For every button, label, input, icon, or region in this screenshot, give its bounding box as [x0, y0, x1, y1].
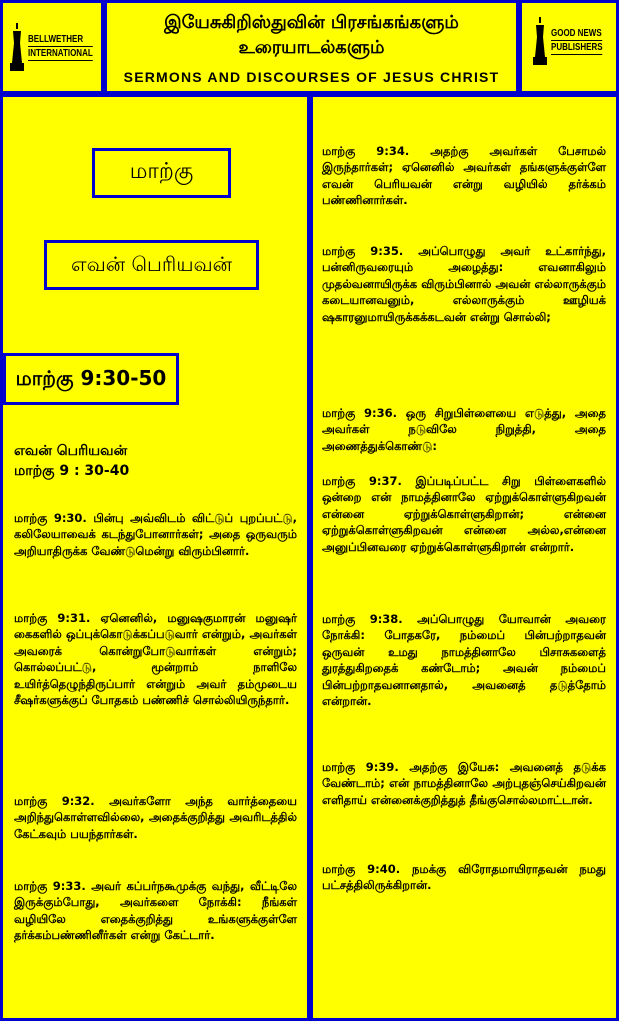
verse-9-31: மாற்கு 9:31. ஏனெனில், மனுஷகுமாரன் மனுஷர் கைகளில் ஒப்புக்கொடுக்கப்படுவார் என்றும், அவர்கள் அவரைக் கொன்றுபோடுவார்கள் என்றும்; கொல்லப்பட்டு, மூன்றாம் நாளிலே உயிர்த்தெழுந்திருப்பார் என்றும் அவர் தம்முடைய சீஷர்களுக்குப் போதகம் பண்ணிச் சொல்லியிருந்தார்.: [14, 611, 297, 708]
section-heading: [14, 441, 129, 481]
tower-icon: [9, 23, 25, 71]
logo-line-2: PUBLISHERS: [551, 42, 603, 53]
verse-9-30: மாற்கு 9:30. பின்பு அவ்விடம் விட்டுப் புறப்பட்டு, கலிலேயாவைக் கடந்துபோனார்கள்; அதை ஒருவரும் அறியாதிருக்க வேண்டுமென்று விரும்பினார்.: [14, 511, 297, 558]
verse-9-32: மாற்கு 9:32. அவர்களோ அந்த வார்த்தையை அறிந்துகொள்ளவில்லை, அதைக்குறித்து அவரிடத்தில் கேட்கவும் பயந்தார்கள்.: [14, 794, 297, 841]
heading-line-2: மாற்கு 9 : 30-40: [14, 463, 130, 479]
verse-9-34: மாற்கு 9:34. அதற்கு அவர்கள் பேசாமல் இருந்தார்கள்; ஏனெனில் அவர்கள் தங்களுக்குள்ளே எவன் பெரியவன் என்று வழியில் தர்க்கம் பண்ணினார்கள்.: [322, 144, 606, 208]
topic-title-box: எவன் பெரியவன்: [44, 240, 259, 290]
verse-9-38: மாற்கு 9:38. அப்பொழுது யோவான் அவரை நோக்கி: போதகரே, நம்மைப் பின்பற்றாதவன் ஒருவன் உமது நாமத்தினாலே பிசாசுகளைத் துரத்துகிறதைக் கண்டோம்; அவன் நம்மைப் பின்பற்றாதவனானதால், அவனைத் தடுத்தோம் என்றான்.: [322, 612, 606, 709]
title-tamil-line-1: இயேசுகிறிஸ்துவின் பிரசங்கங்களும்: [164, 12, 459, 33]
verse-9-40: மாற்கு 9:40. நமக்கு விரோதமாயிராதவன் நமது பட்சத்திலிருக்கிறான்.: [322, 862, 606, 893]
reference-box: மாற்கு 9:30-50: [3, 353, 179, 405]
verse-9-35: மாற்கு 9:35. அப்பொழுது அவர் உட்கார்ந்து, பன்னிருவரையும் அழைத்து: எவனாகிலும் முதல்வனாயிருக்க விரும்பினால் அவன் எல்லாருக்கும் கடையானவனும், எல்லாருக்கும் ஊழியக் ஷகாரனுமாயிருக்கக்கடவன் என்று சொல்லி;: [322, 244, 606, 324]
book-title-box: மாற்கு: [92, 148, 231, 198]
verse-9-39: மாற்கு 9:39. அதற்கு இயேசு: அவனைத் தடுக்க வேண்டாம்; என் நாமத்தினாலே அற்புதஞ்செய்கிறவன் எளிதாய் என்னைக்குறித்துத் தீங்குசொல்லமாட்டான்.: [322, 760, 606, 807]
verse-9-36: மாற்கு 9:36. ஒரு சிறுபிள்ளையை எடுத்து, அதை அவர்கள் நடுவிலே நிறுத்தி, அதை அணைத்துக்கொண்டு:: [322, 406, 606, 453]
logo-line-2: INTERNATIONAL: [28, 48, 93, 59]
logo-line-1: BELLWETHER: [28, 33, 93, 47]
heading-line-1: எவன் பெரியவன்: [14, 443, 128, 459]
verse-9-33: மாற்கு 9:33. அவர் கப்பர்நகூமுக்கு வந்து, வீட்டிலே இருக்கும்போது, அவர்களை நோக்கி: நீங்கள் வழியிலே எதைக்குறித்து உங்களுக்குள்ளே தர்க்கம்பண்ணினீர்கள் என்று கேட்டார்.: [14, 879, 297, 943]
header-right-logo-panel: [519, 0, 619, 94]
header-left-logo-panel: [0, 0, 104, 94]
title-tamil-line-2: உரையாடல்களும்: [238, 37, 385, 58]
bellwether-logo: [9, 23, 109, 71]
title-english: SERMONS AND DISCOURSES OF JESUS CHRIST: [123, 69, 500, 85]
tower-icon: [532, 17, 548, 65]
good-news-logo: [532, 17, 615, 65]
verse-9-37: மாற்கு 9:37. இப்படிப்பட்ட சிறு பிள்ளைகளில் ஒன்றை என் நாமத்தினாலே ஏற்றுக்கொள்ளுகிறவன் என்னை ஏற்றுக்கொள்ளுகிறான்; என்னை ஏற்றுக்கொள்ளுகிறவன் என்னை அல்ல,என்னை அனுப்பினவரை ஏற்றுக்கொள்ளுகிறான் என்றார்.: [322, 474, 606, 554]
header-title-panel: [104, 0, 519, 94]
logo-line-1: GOOD NEWS: [551, 28, 602, 39]
